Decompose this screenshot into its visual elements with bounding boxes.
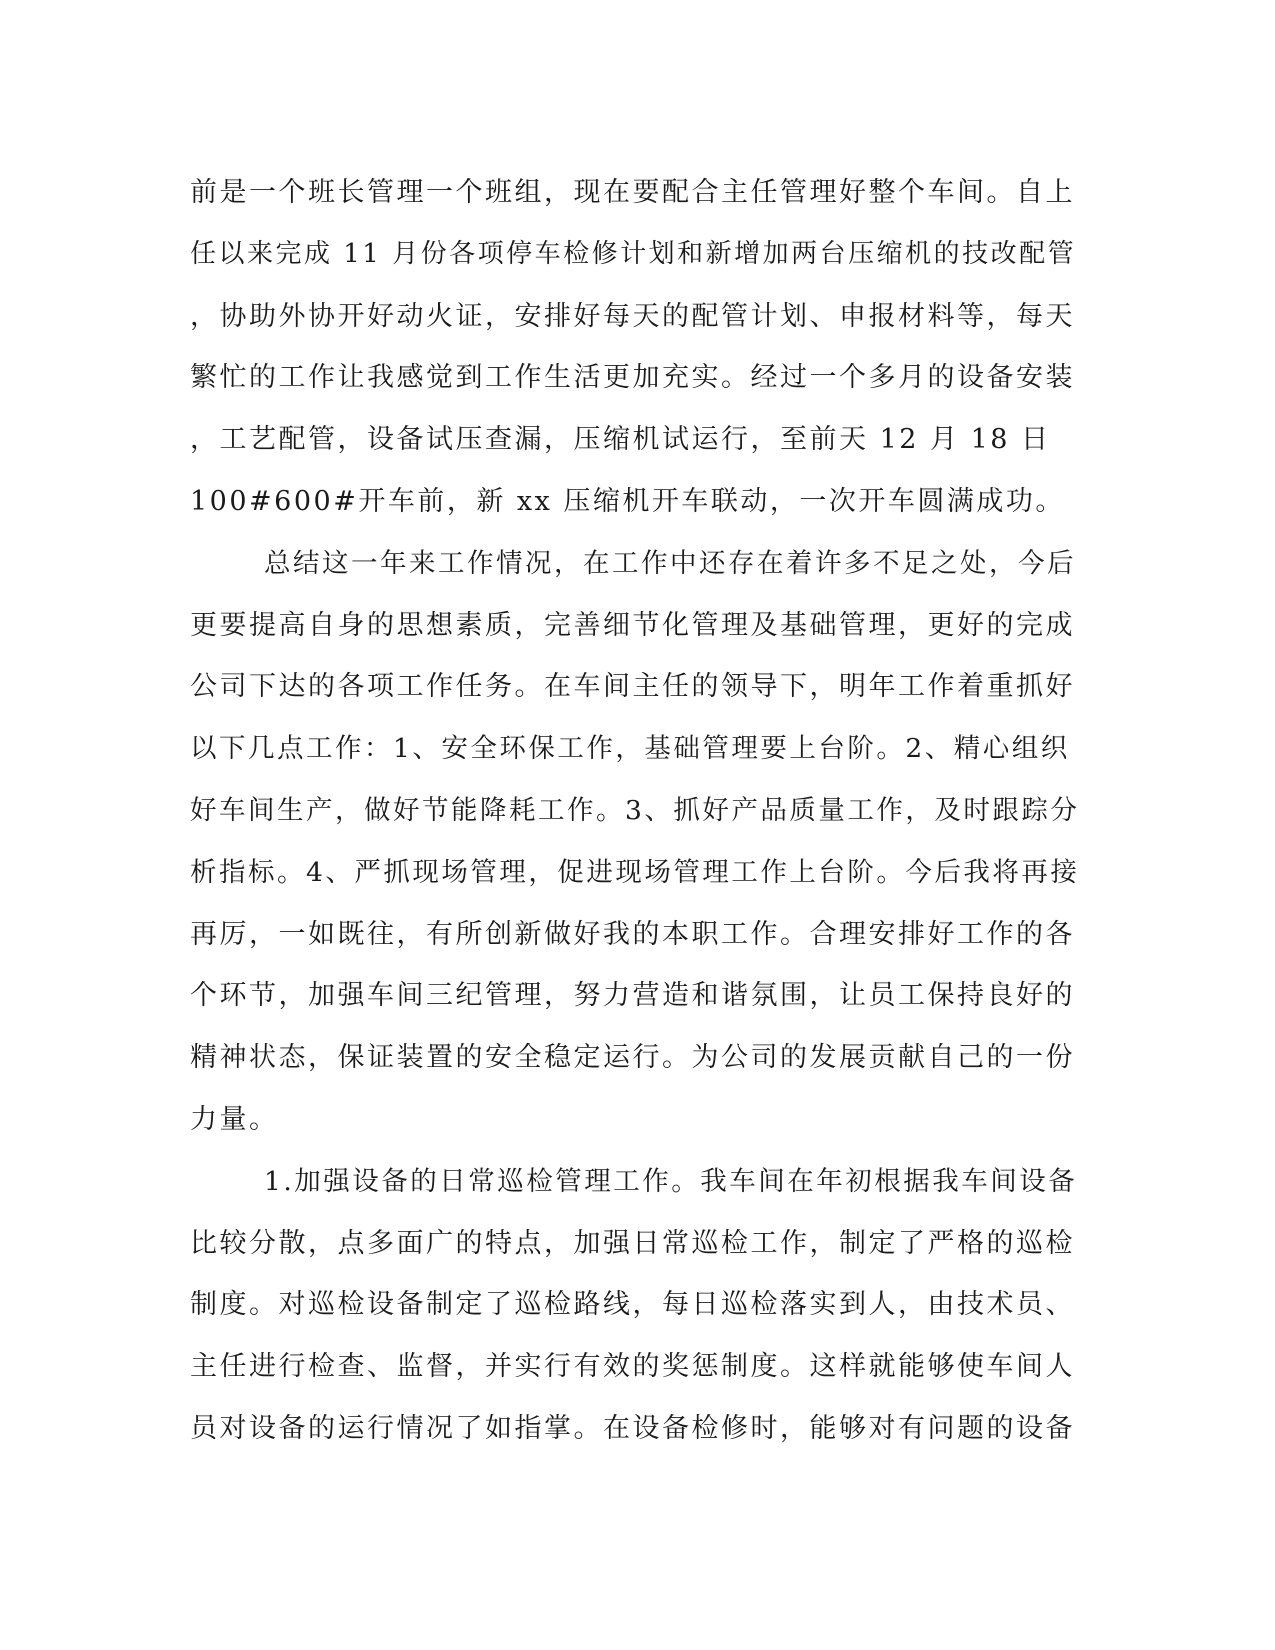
text-line: 1.加强设备的日常巡检管理工作。我车间在年初根据我车间设备 xyxy=(264,1165,1078,1197)
text-line: 公司下达的各项工作任务。在车间主任的领导下，明年工作着重抓好 xyxy=(190,671,1075,703)
text-line: 制度。对巡检设备制定了巡检路线，每日巡检落实到人，由技术员、 xyxy=(190,1289,1075,1321)
text-line: 主任进行检查、监督，并实行有效的奖惩制度。这样就能够使车间人 xyxy=(190,1351,1075,1383)
text-line: 析指标。4、严抓现场管理，促进现场管理工作上台阶。今后我将再接 xyxy=(190,856,1080,888)
text-line: 力量。 xyxy=(190,1103,279,1135)
text-line: 比较分散，点多面广的特点，加强日常巡检工作，制定了严格的巡检 xyxy=(190,1227,1075,1259)
text-line: 员对设备的运行情况了如指掌。在设备检修时，能够对有问题的设备 xyxy=(190,1412,1075,1444)
text-line: 以下几点工作：1、安全环保工作，基础管理要上台阶。2、精心组织 xyxy=(190,733,1070,765)
text-line: 再厉，一如既往，有所创新做好我的本职工作。合理安排好工作的各 xyxy=(190,918,1075,950)
body-text xyxy=(190,162,1080,1460)
text-line: 繁忙的工作让我感觉到工作生活更加充实。经过一个多月的设备安装 xyxy=(190,362,1075,394)
text-line: 好车间生产，做好节能降耗工作。3、抓好产品质量工作，及时跟踪分 xyxy=(190,794,1080,826)
text-line: 任以来完成 11 月份各项停车检修计划和新增加两台压缩机的技改配管 xyxy=(190,238,1077,269)
text-line: 更要提高自身的思想素质，完善细节化管理及基础管理，更好的完成 xyxy=(190,609,1075,641)
text-line: 个环节，加强车间三纪管理，努力营造和谐氛围，让员工保持良好的 xyxy=(190,980,1075,1012)
text-line: 总结这一年来工作情况，在工作中还存在着许多不足之处，今后 xyxy=(264,547,1076,579)
text-line: 100#600#开车前，新 xx 压缩机开车联动，一次开车圆满成功。 xyxy=(190,485,1065,517)
text-line: ，协助外协开好动火证，安排好每天的配管计划、申报材料等，每天 xyxy=(190,300,1075,332)
text-line: ，工艺配管，设备试压查漏，压缩机试运行，至前天 12 月 18 日 xyxy=(190,424,1051,456)
text-line: 前是一个班长管理一个班组，现在要配合主任管理好整个车间。自上 xyxy=(190,177,1075,208)
text-line: 精神状态，保证装置的安全稳定运行。为公司的发展贡献自己的一份 xyxy=(190,1042,1075,1074)
